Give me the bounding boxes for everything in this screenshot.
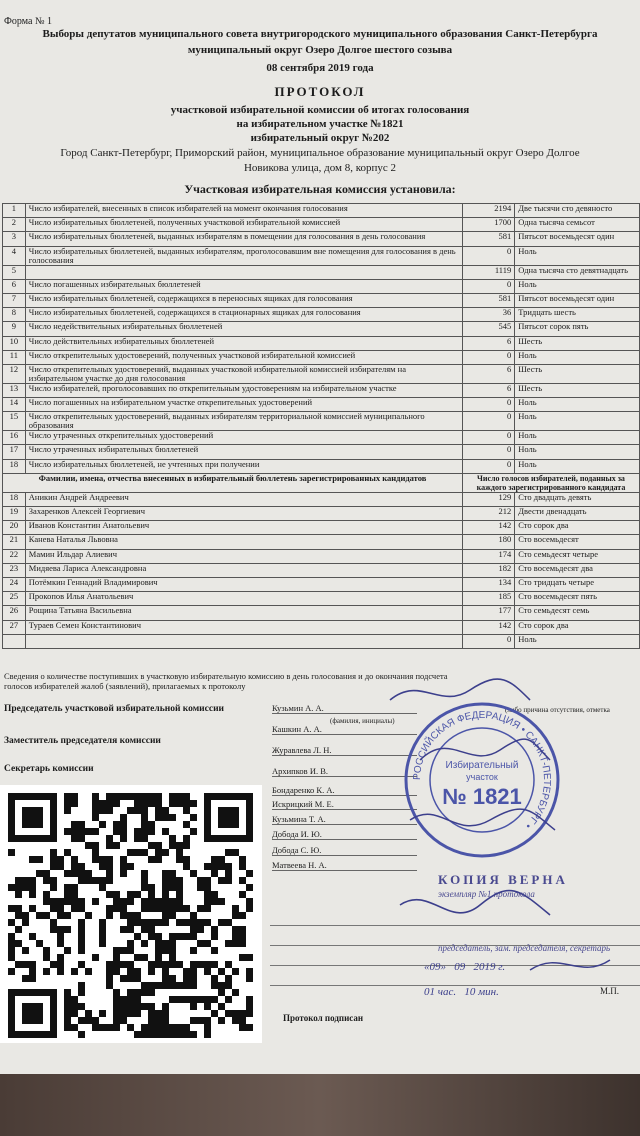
candidate-number: 27 — [3, 620, 26, 634]
candidate-votes: 185 — [462, 592, 514, 606]
candidate-name: Захаренков Алексей Георгиевич — [25, 507, 462, 521]
member-name: Кашкин А. А. — [272, 724, 417, 735]
document-subtitle-3: избирательный округ №202 — [250, 132, 390, 144]
protocol-line-row — [3, 322, 640, 336]
candidate-votes-words: Сто сорок два — [515, 620, 640, 634]
line-number: 4 — [3, 246, 26, 265]
candidate-votes-words: Двести двенадцать — [515, 507, 640, 521]
candidate-name: Мамин Ильдар Алиевич — [25, 549, 462, 563]
line-value-words: Ноль — [515, 431, 640, 445]
protocol-line-row — [3, 246, 640, 265]
candidate-votes: 212 — [462, 507, 514, 521]
section-title: Участковая избирательная комиссия установила: — [184, 182, 456, 196]
line-number: 14 — [3, 398, 26, 412]
signed-label: Протокол подписан — [283, 1013, 364, 1023]
election-title: Выборы депутатов муниципального совета внутригородского муниципального образования Санкт-Петербурга — [42, 28, 598, 40]
line-value: 581 — [462, 293, 514, 307]
qr-code — [0, 785, 262, 1043]
line-value-words: Ноль — [515, 445, 640, 459]
candidate-name — [25, 634, 462, 648]
fio-hint: (фамилия, инициалы) — [330, 717, 395, 725]
line-description: Число недействительных избирательных бюллетеней — [25, 322, 462, 336]
line-description: Число избирателей, проголосовавших по открепительным удостоверениям на избирательном участке — [25, 383, 462, 397]
line-description: Число избирательных бюллетеней, выданных избирателям, проголосовавшим вне помещения для голосования в день голосования — [25, 246, 462, 265]
candidates-header: Фамилии, имена, отчества внесенных в избирательный бюллетень зарегистрированных кандидатов — [3, 473, 463, 492]
line-value: 2194 — [462, 204, 514, 218]
line-description: Число утраченных избирательных бюллетеней — [25, 445, 462, 459]
candidates-header-row — [3, 473, 640, 492]
line-value: 581 — [462, 232, 514, 246]
line-description: Число избирательных бюллетеней, выданных избирателям в помещении для голосования в день голосования — [25, 232, 462, 246]
copy-hour: 01 — [424, 986, 435, 998]
candidate-row — [3, 563, 640, 577]
protocol-line-row — [3, 459, 640, 473]
election-subtitle: муниципальный округ Озеро Долгое шестого созыва — [187, 44, 453, 56]
line-number: 15 — [3, 412, 26, 431]
line-value: 1700 — [462, 218, 514, 232]
protocol-line-row — [3, 350, 640, 364]
deputy-label: Заместитель председателя комиссии — [4, 736, 161, 746]
protocol-line-row — [3, 218, 640, 232]
protocol-line-row — [3, 308, 640, 322]
protocol-line-row — [3, 431, 640, 445]
candidate-number: 18 — [3, 492, 26, 506]
line-value: 545 — [462, 322, 514, 336]
line-number: 17 — [3, 445, 26, 459]
protocol-line-row — [3, 398, 640, 412]
line-number: 10 — [3, 336, 26, 350]
member-name: Добода С. Ю. — [272, 845, 417, 856]
line-value-words: Две тысячи сто девяносто — [515, 204, 640, 218]
member-name: Кузьмин А. А. — [272, 703, 417, 714]
line-value-words: Одна тысяча сто девятнадцать — [515, 265, 640, 279]
handwritten-signatures — [380, 670, 640, 990]
line-number: 11 — [3, 350, 26, 364]
line-value-words: Пятьсот восемьдесят один — [515, 232, 640, 246]
candidate-votes-words: Сто восемьдесят пять — [515, 592, 640, 606]
line-number: 3 — [3, 232, 26, 246]
candidate-row — [3, 535, 640, 549]
document-subtitle-2: на избирательном участке №1821 — [236, 118, 404, 130]
line-value: 6 — [462, 383, 514, 397]
line-value: 0 — [462, 431, 514, 445]
line-description: Число избирательных бюллетеней, полученных участковой избирательной комиссией — [25, 218, 462, 232]
protocol-line-row — [3, 445, 640, 459]
candidate-name: Рощина Татьяна Васильевна — [25, 606, 462, 620]
candidate-name: Тураев Семен Константинович — [25, 620, 462, 634]
line-value: 6 — [462, 364, 514, 383]
candidate-votes: 142 — [462, 620, 514, 634]
candidate-votes: 142 — [462, 521, 514, 535]
address-line-2: Новикова улица, дом 8, корпус 2 — [243, 162, 397, 174]
candidate-votes: 174 — [462, 549, 514, 563]
results-table — [2, 203, 640, 649]
copy-role: председатель, зам. председателя, секретарь — [438, 943, 611, 953]
candidate-votes-words: Сто сорок два — [515, 521, 640, 535]
form-number: Форма № 1 — [4, 16, 52, 27]
candidate-number: 20 — [3, 521, 26, 535]
copy-verified-title: КОПИЯ ВЕРНА — [438, 872, 568, 887]
candidate-row — [3, 521, 640, 535]
line-value-words: Ноль — [515, 398, 640, 412]
line-value-words: Шесть — [515, 364, 640, 383]
candidate-name: Аникин Андрей Андреевич — [25, 492, 462, 506]
copy-exemplar: экземпляр №1 протокола — [438, 889, 535, 899]
candidate-votes-words: Сто восемьдесят — [515, 535, 640, 549]
line-description: Число утраченных открепительных удостоверений — [25, 431, 462, 445]
protocol-lines — [3, 204, 640, 474]
copy-minute: 10 — [464, 986, 476, 998]
line-value-words: Одна тысяча семьсот — [515, 218, 640, 232]
line-number: 12 — [3, 364, 26, 383]
line-value: 0 — [462, 246, 514, 265]
candidate-name: Канева Наталья Львовна — [25, 535, 462, 549]
document-subtitle-1: участковой избирательной комиссии об итогах голосования — [170, 104, 470, 116]
line-number: 9 — [3, 322, 26, 336]
candidate-row — [3, 592, 640, 606]
copy-time: 01 час. 10 мин. — [424, 986, 499, 998]
member-name: Матвеева Н. А. — [272, 860, 417, 871]
line-value: 0 — [462, 412, 514, 431]
election-date: 08 сентября 2019 года — [266, 62, 374, 74]
candidate-number: 21 — [3, 535, 26, 549]
line-value-words: Ноль — [515, 279, 640, 293]
line-number: 7 — [3, 293, 26, 307]
candidate-name: Прокопов Илья Анатольевич — [25, 592, 462, 606]
line-number: 16 — [3, 431, 26, 445]
protocol-line-row — [3, 412, 640, 431]
line-number: 6 — [3, 279, 26, 293]
protocol-line-row — [3, 204, 640, 218]
candidate-number: 26 — [3, 606, 26, 620]
line-number: 8 — [3, 308, 26, 322]
member-name: Кузьмина Т. А. — [272, 814, 417, 825]
candidate-votes-words: Сто семьдесят четыре — [515, 549, 640, 563]
line-value-words: Пятьсот восемьдесят один — [515, 293, 640, 307]
line-value-words: Тридцать шесть — [515, 308, 640, 322]
line-description: Число открепительных удостоверений, выданных участковой избирательной комиссией избирателям на избирательном участке до дня голосования — [25, 364, 462, 383]
stamp-text: Избирательный — [445, 760, 519, 771]
protocol-line-row — [3, 265, 640, 279]
stamp-number: № 1821 — [442, 784, 522, 809]
candidate-votes: 177 — [462, 606, 514, 620]
protocol-line-row — [3, 293, 640, 307]
line-description — [25, 265, 462, 279]
line-number: 1 — [3, 204, 26, 218]
line-value-words: Ноль — [515, 350, 640, 364]
protocol-line-row — [3, 279, 640, 293]
candidate-votes: 180 — [462, 535, 514, 549]
reason-hint: (либо причина отсутствия, отметка — [505, 706, 610, 714]
candidate-votes: 182 — [462, 563, 514, 577]
candidate-name: Потёмкин Геннадий Владимирович — [25, 577, 462, 591]
line-value-words: Шесть — [515, 336, 640, 350]
complaints-note: Сведения о количестве поступивших в участковую избирательную комиссию в день голосования и до окончания подсчета голосов избирателей жалоб (заявлений), прилагаемых к протоколу — [4, 671, 448, 691]
line-number: 13 — [3, 383, 26, 397]
candidate-row — [3, 634, 640, 648]
address-line-1: Город Санкт-Петербург, Приморский район, муниципальное образование муниципальный округ Озеро Долгое — [60, 147, 580, 159]
line-value: 36 — [462, 308, 514, 322]
line-value-words: Ноль — [515, 459, 640, 473]
stamp-text: участок — [466, 772, 498, 782]
member-name: Журавлева Л. Н. — [272, 745, 417, 756]
document-title: ПРОТОКОЛ — [274, 84, 366, 99]
line-value: 0 — [462, 398, 514, 412]
line-description: Число избирательных бюллетеней, не учтенных при получении — [25, 459, 462, 473]
copy-date: «09» 09 2019 г. — [424, 961, 506, 973]
candidate-row — [3, 606, 640, 620]
candidate-row — [3, 620, 640, 634]
candidate-number — [3, 634, 26, 648]
candidate-votes: 134 — [462, 577, 514, 591]
chair-label: Председатель участковой избирательной комиссии — [4, 704, 225, 714]
line-value: 1119 — [462, 265, 514, 279]
candidate-votes-words: Сто двадцать девять — [515, 492, 640, 506]
line-description: Число избирателей, внесенных в список избирателей на момент окончания голосования — [25, 204, 462, 218]
line-value: 6 — [462, 336, 514, 350]
candidate-number: 25 — [3, 592, 26, 606]
votes-header: Число голосов избирателей, поданных за каждого зарегистрированного кандидата — [462, 473, 639, 492]
line-value: 0 — [462, 279, 514, 293]
mp-label: М.П. — [600, 986, 620, 996]
line-number: 18 — [3, 459, 26, 473]
candidate-votes: 129 — [462, 492, 514, 506]
protocol-line-row — [3, 232, 640, 246]
line-value-words: Шесть — [515, 383, 640, 397]
line-description: Число погашенных избирательных бюллетеней — [25, 279, 462, 293]
line-number: 2 — [3, 218, 26, 232]
candidate-row — [3, 549, 640, 563]
candidate-votes-words: Сто восемьдесят два — [515, 563, 640, 577]
candidate-name: Мидяева Лариса Александровна — [25, 563, 462, 577]
line-description: Число открепительных удостоверений, полученных участковой избирательной комиссией — [25, 350, 462, 364]
protocol-line-row — [3, 364, 640, 383]
member-name: Искрицкий М. Е. — [272, 799, 417, 810]
stamp-ring-text: РОССИЙСКАЯ ФЕДЕРАЦИЯ • САНКТ-ПЕТЕРБУРГ • — [411, 709, 553, 831]
copy-day: 09 — [429, 961, 441, 973]
copy-year: 2019 — [473, 961, 496, 973]
member-name: Архипков И. В. — [272, 766, 417, 777]
line-description: Число действительных избирательных бюллетеней — [25, 336, 462, 350]
line-value-words: Пятьсот сорок пять — [515, 322, 640, 336]
line-description: Число избирательных бюллетеней, содержащихся в стационарных ящиках для голосования — [25, 308, 462, 322]
candidate-row — [3, 577, 640, 591]
line-description: Число избирательных бюллетеней, содержащихся в переносных ящиках для голосования — [25, 293, 462, 307]
candidate-row — [3, 507, 640, 521]
candidate-number: 22 — [3, 549, 26, 563]
candidate-lines — [3, 492, 640, 648]
secretary-label: Секретарь комиссии — [4, 764, 94, 774]
line-description: Число открепительных удостоверений, выданных избирателям территориальной комиссией муниципального образования — [25, 412, 462, 431]
candidate-number: 24 — [3, 577, 26, 591]
line-value: 0 — [462, 350, 514, 364]
candidate-number: 19 — [3, 507, 26, 521]
candidate-name: Иванов Константин Анатольевич — [25, 521, 462, 535]
line-number: 5 — [3, 265, 26, 279]
candidate-votes-words: Сто семьдесят семь — [515, 606, 640, 620]
member-name: Добода И. Ю. — [272, 829, 417, 840]
member-name: Бондаренко К. А. — [272, 785, 417, 796]
copy-month: 09 — [454, 961, 466, 973]
line-value-words: Ноль — [515, 412, 640, 431]
candidate-votes: 0 — [462, 634, 514, 648]
line-description: Число погашенных на избирательном участке открепительных удостоверений — [25, 398, 462, 412]
line-value-words: Ноль — [515, 246, 640, 265]
protocol-line-row — [3, 336, 640, 350]
candidate-number: 23 — [3, 563, 26, 577]
line-value: 0 — [462, 459, 514, 473]
line-value: 0 — [462, 445, 514, 459]
protocol-line-row — [3, 383, 640, 397]
candidate-votes-words: Сто тридцать четыре — [515, 577, 640, 591]
candidate-votes-words: Ноль — [515, 634, 640, 648]
candidate-row — [3, 492, 640, 506]
background-surface — [0, 1074, 640, 1136]
